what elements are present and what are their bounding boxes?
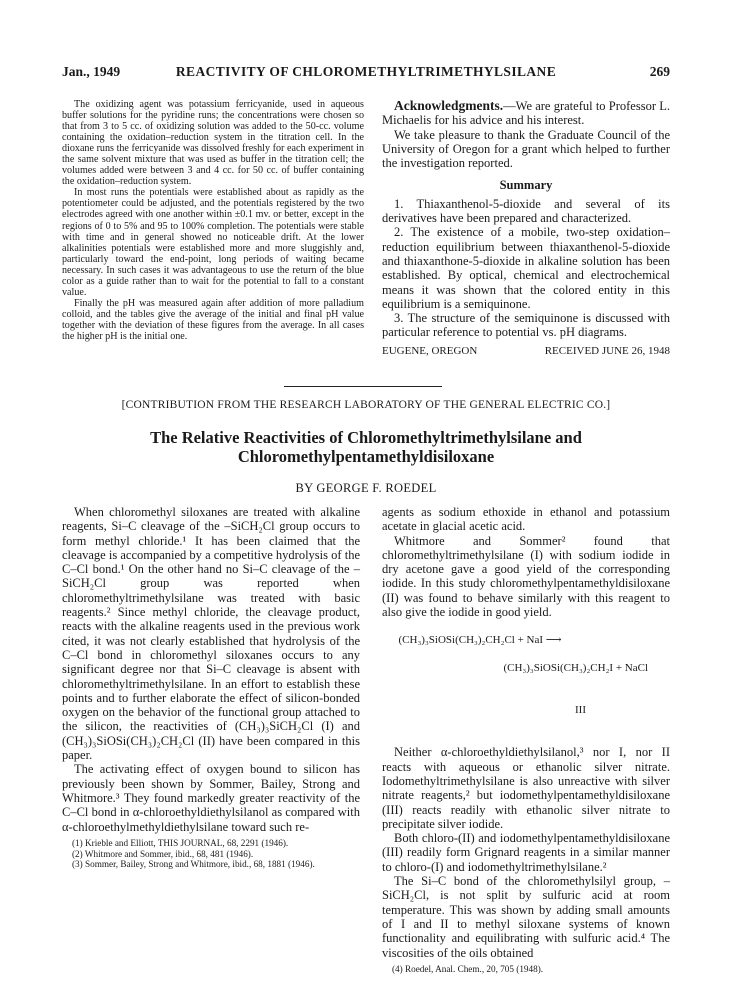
acknowledgments xyxy=(382,99,670,128)
footnote: (4) Roedel, Anal. Chem., 20, 705 (1948). xyxy=(392,963,544,974)
article-left-column xyxy=(62,505,360,870)
equation-line: (CH₃)₃SiOSi(CH₃)₂CH₂Cl + NaI ⟶ xyxy=(398,634,562,647)
summary-heading: Summary xyxy=(499,178,553,193)
acknowledgments-summary-column xyxy=(382,99,670,358)
page-number: 269 xyxy=(649,64,670,79)
paragraph: The activating effect of oxygen bound to silicon has previously been shown by Sommer, Bailey, Strong and Whitmore.³ They found markedly greater reactivity of the C–Cl bond in α-chloroethyldiethylsilanol as compared with α-chloroethylmethyldiethylsilane toward such re- xyxy=(62,762,360,834)
paragraph: When chloromethyl siloxanes are treated with alkaline reagents, Si–C cleavage of the –SiCH₂Cl group occurs to form methyl chloride.¹ It has been claimed that the cleavage is accompanied by a competitive hydrolysis of the C–Cl bond.¹ On the other hand no Si–C cleavage of the –SiCH₂Cl group was reported when chloromethyltrimethylsilane was treated with basic reagents.² Since methyl chloride, the cleavage product, reacts with the alkaline reagents used in the previous work cited, it was not clearly established that hydrolysis of the C–Cl bond in chloromethyl siloxanes occurs to any significant degree nor that Si–C cleavage is absent with chloromethyltrimethylsilane. In an effort to establish these points and to further elaborate the effect of silicon-bonded oxygen on the behavior of the functional group attached to the silicon, the reactivities of (CH₃)₃SiCH₂Cl (I) and (CH₃)₃SiOSi(CH₃)₂CH₂Cl (II) have been compared in this paper. xyxy=(62,505,360,763)
running-head-date: Jan., 1949 xyxy=(62,64,121,79)
footnote: (2) Whitmore and Sommer, ibid., 68, 481 (1946). xyxy=(72,848,254,859)
chemical-equation xyxy=(382,619,670,745)
article-title-line: The Relative Reactivities of Chloromethyltrimethylsilane and xyxy=(150,428,582,447)
contribution-note: [CONTRIBUTION FROM THE RESEARCH LABORATORY OF THE GENERAL ELECTRIC CO.] xyxy=(121,399,611,411)
article-title xyxy=(62,428,670,466)
received-line xyxy=(382,344,670,358)
paragraph: Whitmore and Sommer² found that chloromethyltrimethylsilane (I) with sodium iodide in dry acetone gave a good yield of the corresponding iodide. In this study chloromethylpentamethyldisiloxane (II) was found to behave similarly with this reagent to also give the iodide in good yield. xyxy=(382,533,670,620)
article-right-column xyxy=(382,505,670,975)
paragraph: Finally the pH was measured again after addition of more palladium colloid, and the tables give the average of the initial and final pH value together with the deviation of these figures from the average. In all cases the higher pH is the initial one. xyxy=(62,297,364,342)
acknowledgments-text: —We are grateful to Professor L. Michaelis for his advice and his interest. xyxy=(382,99,670,128)
paragraph: Both chloro-(II) and iodomethylpentamethyldisiloxane (III) readily form Grignard reagents in a similar manner to chloro-(I) and iodomethyltrimethylsilane.² xyxy=(382,831,670,874)
footnote: (3) Sommer, Bailey, Strong and Whitmore, ibid., 68, 1881 (1946). xyxy=(72,859,315,870)
running-head-title: REACTIVITY OF CHLOROMETHYLTRIMETHYLSILANE xyxy=(175,64,557,79)
equation-label: III xyxy=(575,704,586,717)
received-date: RECEIVED JUNE 26, 1948 xyxy=(544,344,670,357)
author-location: EUGENE, OREGON xyxy=(382,344,478,357)
footnotes xyxy=(382,964,670,975)
equation-line: (CH₃)₃SiOSi(CH₃)₂CH₂I + NaCl xyxy=(503,662,648,675)
paragraph: In most runs the potentials were established about as rapidly as the potentiometer could be adjusted, and the potentials registered by the two electrodes agreed with one another within ±0.1 mv. or better, except in the regions of 0 to 5% and 95 to 100% completion. The potentials were stable with time and in general showed no noticeable drift. At the lower alkalinities potentials were established more and more sluggishly and, particularly toward the end-point, long periods of waiting became necessary. In such cases it was advantageous to use the return of the blue color as a guide rather than to wait for the potential to fall to a constant value. xyxy=(62,187,364,298)
running-head xyxy=(62,64,670,82)
acknowledgments-heading: Acknowledgments. xyxy=(394,98,504,113)
summary-item: 3. The structure of the semiquinone is discussed with particular reference to potential vs. pH diagrams. xyxy=(382,311,670,340)
summary-item: 2. The existence of a mobile, two-step oxidation–reduction equilibrium between thiaxanthenol-5-dioxide and thiaxanthone-5-dioxide in alkaline solution has been established. By optical, chemical and electrochemical means it was shown that the colored entity in this equilibrium is a semiquinone. xyxy=(382,225,670,311)
section-divider xyxy=(284,386,442,387)
paragraph: Neither α-chloroethyldiethylsilanol,³ nor I, nor II reacts with aqueous or ethanolic silver nitrate. Iodomethyltrimethylsilane is also unreactive with silver nitrate reagents,² but iodomethylpentamethyldisiloxane (III) reacts readily with ethanolic silver nitrate to precipitate silver iodide. xyxy=(382,745,670,831)
experimental-text-column xyxy=(62,99,364,342)
footnote: (1) Krieble and Elliott, THIS JOURNAL, 68, 2291 (1946). xyxy=(72,837,289,848)
summary-item: 1. Thiaxanthenol-5-dioxide and several of its derivatives have been prepared and characterized. xyxy=(382,196,670,226)
paragraph: We take pleasure to thank the Graduate Council of the University of Oregon for a grant which helped to further the investigation reported. xyxy=(382,127,670,171)
paragraph: The Si–C bond of the chloromethylsilyl group, –SiCH₂Cl, is not split by sulfuric acid at room temperature. This was shown by adding small amounts of I and II to methyl siloxane systems of known functionality and equilibrating with sulfuric acid.⁴ The viscosities of the oils obtained xyxy=(382,874,670,960)
footnotes xyxy=(62,838,360,870)
paragraph: agents as sodium ethoxide in ethanol and potassium acetate in glacial acetic acid. xyxy=(382,505,670,534)
paragraph: The oxidizing agent was potassium ferricyanide, used in aqueous buffer solutions for the pyridine runs; the concentrations were chosen so that from 3 to 5 cc. of oxidizing solution was added to the 50-cc. volume containing the oxidation–reduction system in the titration cell. In the dioxane runs the ferricyanide was dissolved freshly for each experiment in the same solvent mixture that was used as buffer in the titration cell; the volumes added were between 3 and 4 cc. for 50 cc. of buffer containing the oxidation–reduction system. xyxy=(62,99,364,188)
article-title-line: Chloromethylpentamethyldisiloxane xyxy=(237,447,495,466)
author-byline: BY GEORGE F. ROEDEL xyxy=(295,481,437,495)
